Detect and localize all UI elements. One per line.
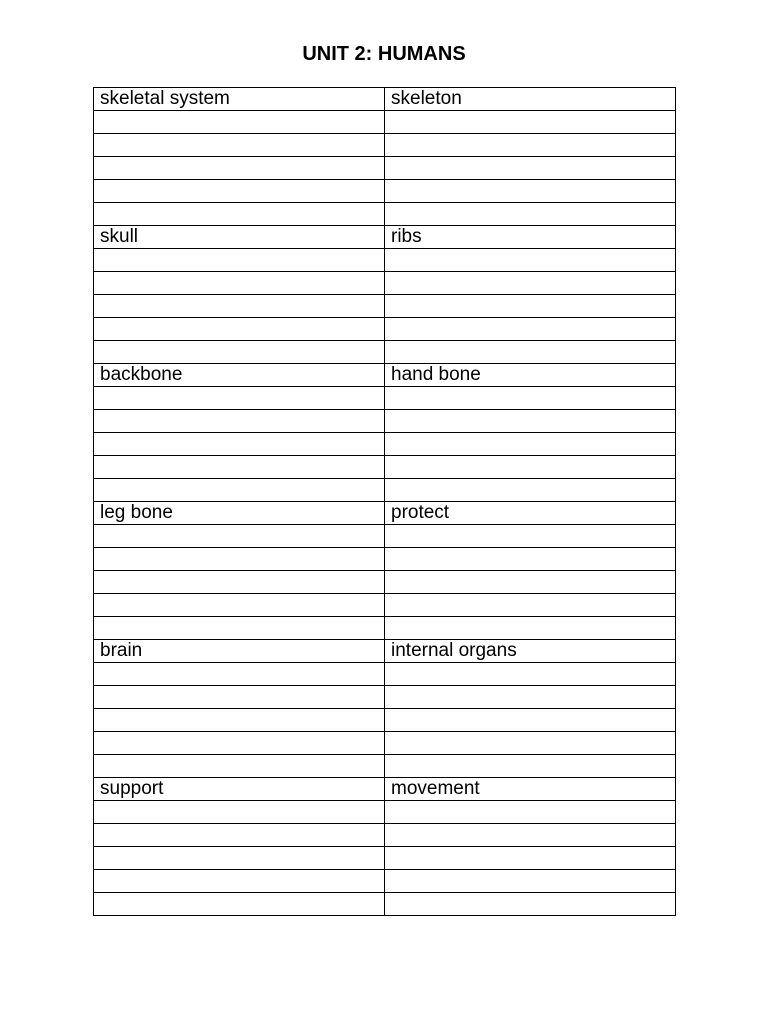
writing-line-row <box>94 272 676 295</box>
vocab-word-row <box>94 502 676 525</box>
writing-line-row <box>94 180 676 203</box>
writing-line-row <box>94 663 676 686</box>
writing-line[interactable] <box>385 249 676 272</box>
writing-line[interactable] <box>94 617 385 640</box>
writing-line[interactable] <box>385 548 676 571</box>
writing-line-row <box>94 111 676 134</box>
writing-line-row <box>94 617 676 640</box>
vocab-word-row <box>94 640 676 663</box>
writing-line-row <box>94 686 676 709</box>
vocab-word: brain <box>94 640 385 663</box>
writing-line[interactable] <box>385 801 676 824</box>
writing-line-row <box>94 433 676 456</box>
writing-line[interactable] <box>385 203 676 226</box>
vocabulary-table <box>93 87 676 916</box>
writing-line[interactable] <box>385 732 676 755</box>
writing-line[interactable] <box>94 755 385 778</box>
vocab-word: backbone <box>94 364 385 387</box>
writing-line[interactable] <box>94 686 385 709</box>
writing-line[interactable] <box>385 433 676 456</box>
writing-line[interactable] <box>385 157 676 180</box>
writing-line[interactable] <box>385 870 676 893</box>
writing-line[interactable] <box>385 318 676 341</box>
writing-line-row <box>94 893 676 916</box>
writing-line[interactable] <box>94 134 385 157</box>
writing-line-row <box>94 410 676 433</box>
vocabulary-table-body <box>94 88 676 916</box>
vocab-word: ribs <box>385 226 676 249</box>
writing-line[interactable] <box>385 525 676 548</box>
writing-line[interactable] <box>385 134 676 157</box>
vocab-word-row <box>94 364 676 387</box>
writing-line[interactable] <box>94 157 385 180</box>
vocab-word: skeleton <box>385 88 676 111</box>
writing-line[interactable] <box>94 847 385 870</box>
writing-line[interactable] <box>94 318 385 341</box>
page-title: UNIT 2: HUMANS <box>302 43 466 65</box>
writing-line[interactable] <box>94 732 385 755</box>
writing-line[interactable] <box>94 111 385 134</box>
vocab-word: protect <box>385 502 676 525</box>
writing-line[interactable] <box>94 571 385 594</box>
writing-line[interactable] <box>94 410 385 433</box>
vocab-word-row <box>94 778 676 801</box>
writing-line[interactable] <box>94 295 385 318</box>
writing-line-row <box>94 755 676 778</box>
writing-line[interactable] <box>94 525 385 548</box>
writing-line-row <box>94 157 676 180</box>
writing-line[interactable] <box>94 893 385 916</box>
writing-line-row <box>94 709 676 732</box>
writing-line-row <box>94 801 676 824</box>
writing-line[interactable] <box>94 801 385 824</box>
writing-line-row <box>94 456 676 479</box>
writing-line-row <box>94 479 676 502</box>
writing-line-row <box>94 203 676 226</box>
writing-line[interactable] <box>94 548 385 571</box>
writing-line[interactable] <box>94 249 385 272</box>
vocab-word: skull <box>94 226 385 249</box>
writing-line[interactable] <box>385 111 676 134</box>
vocab-word: support <box>94 778 385 801</box>
writing-line[interactable] <box>94 456 385 479</box>
writing-line[interactable] <box>94 272 385 295</box>
writing-line-row <box>94 594 676 617</box>
writing-line-row <box>94 249 676 272</box>
writing-line-row <box>94 847 676 870</box>
writing-line[interactable] <box>385 341 676 364</box>
writing-line[interactable] <box>385 295 676 318</box>
writing-line[interactable] <box>94 824 385 847</box>
writing-line-row <box>94 387 676 410</box>
writing-line[interactable] <box>385 686 676 709</box>
writing-line-row <box>94 571 676 594</box>
writing-line[interactable] <box>94 341 385 364</box>
writing-line[interactable] <box>385 709 676 732</box>
writing-line-row <box>94 341 676 364</box>
writing-line[interactable] <box>385 456 676 479</box>
writing-line-row <box>94 824 676 847</box>
vocab-word: hand bone <box>385 364 676 387</box>
writing-line[interactable] <box>385 663 676 686</box>
writing-line[interactable] <box>385 594 676 617</box>
writing-line[interactable] <box>385 893 676 916</box>
writing-line-row <box>94 732 676 755</box>
writing-line[interactable] <box>94 433 385 456</box>
writing-line[interactable] <box>94 387 385 410</box>
vocab-word-row <box>94 88 676 111</box>
vocab-word: movement <box>385 778 676 801</box>
writing-line[interactable] <box>385 410 676 433</box>
writing-line[interactable] <box>385 755 676 778</box>
writing-line[interactable] <box>94 479 385 502</box>
vocab-word-row <box>94 226 676 249</box>
writing-line[interactable] <box>385 479 676 502</box>
vocab-word: internal organs <box>385 640 676 663</box>
writing-line[interactable] <box>94 180 385 203</box>
writing-line[interactable] <box>94 870 385 893</box>
writing-line[interactable] <box>385 571 676 594</box>
writing-line[interactable] <box>385 617 676 640</box>
writing-line[interactable] <box>385 180 676 203</box>
writing-line[interactable] <box>385 847 676 870</box>
writing-line-row <box>94 525 676 548</box>
vocab-word: skeletal system <box>94 88 385 111</box>
writing-line-row <box>94 134 676 157</box>
writing-line-row <box>94 870 676 893</box>
writing-line[interactable] <box>94 203 385 226</box>
writing-line[interactable] <box>94 663 385 686</box>
writing-line-row <box>94 318 676 341</box>
writing-line[interactable] <box>94 594 385 617</box>
writing-line[interactable] <box>385 272 676 295</box>
writing-line[interactable] <box>385 824 676 847</box>
vocab-word: leg bone <box>94 502 385 525</box>
writing-line[interactable] <box>94 709 385 732</box>
writing-line-row <box>94 548 676 571</box>
writing-line[interactable] <box>385 387 676 410</box>
writing-line-row <box>94 295 676 318</box>
